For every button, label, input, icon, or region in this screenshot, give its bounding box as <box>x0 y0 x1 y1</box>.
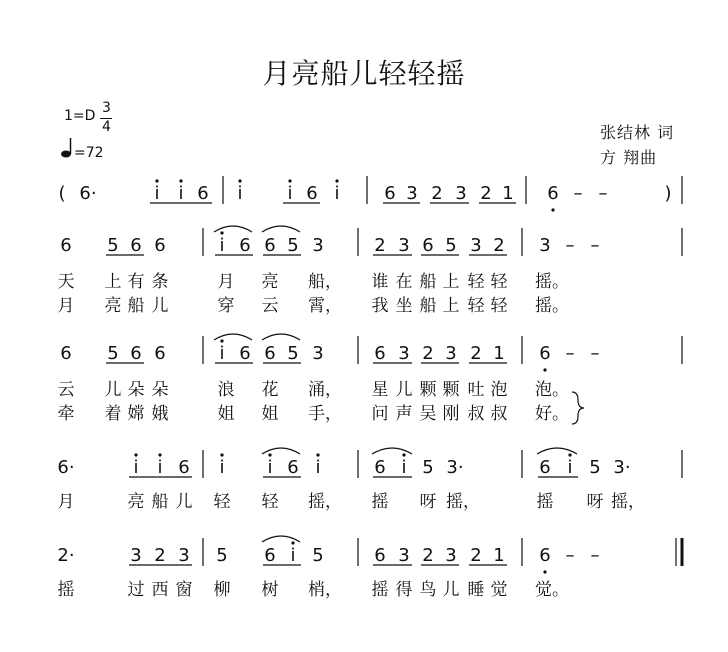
lyric-char: 摇， <box>308 492 342 512</box>
note: 3 <box>406 183 418 204</box>
lyric-char: 叔 <box>467 404 485 424</box>
note: 6 <box>239 343 251 364</box>
composer-credit: 方 翔曲 <box>600 148 658 167</box>
note: 6 <box>374 545 386 566</box>
note: 6· <box>57 457 75 478</box>
note: 6 <box>60 343 72 364</box>
lyricist-credit: 张结林 词 <box>600 123 675 142</box>
note: – <box>590 235 600 256</box>
note: i <box>219 235 225 256</box>
note: – <box>573 183 583 204</box>
lyric-char: 摇 <box>57 580 75 600</box>
lyric-char: 坐 <box>395 296 413 316</box>
note: – <box>565 545 575 566</box>
note: 6 <box>384 183 396 204</box>
lyric-char: 天 <box>57 272 75 292</box>
lyric-char: 过 <box>127 580 145 600</box>
lyric-char: 轻 <box>490 296 508 316</box>
note: 1 <box>493 343 505 364</box>
note: i <box>334 183 340 204</box>
note: 3 <box>130 545 142 566</box>
lyric-char: 吴 <box>419 404 437 424</box>
lyric-char: 姐 <box>217 404 235 424</box>
note: 6 <box>374 457 386 478</box>
lyric-char: 船 <box>419 296 437 316</box>
note: 2 <box>422 343 434 364</box>
note: i <box>401 457 407 478</box>
lyric-char: 船 <box>127 296 145 316</box>
tempo-marking: =72 <box>74 145 104 161</box>
note: 1 <box>502 183 514 204</box>
lyric-char: 云 <box>57 380 75 400</box>
note: i <box>219 343 225 364</box>
note: 6 <box>539 545 551 566</box>
lyric-char: 吐 <box>467 380 485 400</box>
lyric-char: 儿 <box>395 380 413 400</box>
lyric-char: 谁 <box>371 272 389 292</box>
lyric-char: 娥 <box>151 404 169 424</box>
lyric-char: 声 <box>395 404 413 424</box>
note: 5 <box>107 235 119 256</box>
note: 5 <box>445 235 457 256</box>
note: – <box>565 235 575 256</box>
note: – <box>590 343 600 364</box>
note: 5 <box>589 457 601 478</box>
lyric-char: 涌， <box>308 380 342 400</box>
note: 6 <box>130 343 142 364</box>
lyric-char: 花 <box>261 380 279 400</box>
lyric-char: 上 <box>442 272 460 292</box>
note: 6 <box>130 235 142 256</box>
note: 2 <box>154 545 166 566</box>
lyric-char: 摇。 <box>535 296 569 316</box>
note: ) <box>664 183 672 204</box>
note: 3 <box>398 343 410 364</box>
note: 6 <box>154 343 166 364</box>
lyric-char: 上 <box>104 272 122 292</box>
note: 2 <box>470 343 482 364</box>
lyric-char: 穿 <box>217 296 235 316</box>
note: i <box>567 457 573 478</box>
lyric-char: 霄， <box>308 296 342 316</box>
note: 3 <box>445 343 457 364</box>
lyric-char: 摇 <box>371 492 389 512</box>
note: i <box>219 457 225 478</box>
lyric-char: 亮 <box>127 492 145 512</box>
note: i <box>133 457 139 478</box>
note: ( <box>58 183 66 204</box>
note: 6 <box>539 343 551 364</box>
note: 3 <box>178 545 190 566</box>
note: i <box>178 183 184 204</box>
note: 6 <box>60 235 72 256</box>
note: i <box>315 457 321 478</box>
note: 3· <box>446 457 464 478</box>
lyric-char: 树 <box>261 580 279 600</box>
lyric-char: 朵 <box>151 380 169 400</box>
note: 2 <box>374 235 386 256</box>
lyric-char: 儿 <box>442 580 460 600</box>
note: 5 <box>312 545 324 566</box>
lyric-char: 泡。 <box>535 380 569 400</box>
note: 3 <box>455 183 467 204</box>
note: 6 <box>178 457 190 478</box>
note: – <box>598 183 608 204</box>
lyric-char: 摇， <box>611 492 645 512</box>
lyric-char: 有 <box>127 272 145 292</box>
note: i <box>287 183 293 204</box>
note: i <box>157 457 163 478</box>
note: 3 <box>312 235 324 256</box>
key-signature: 1=D <box>64 108 96 124</box>
lyric-char: 上 <box>442 296 460 316</box>
lyric-char: 亮 <box>261 272 279 292</box>
note: – <box>565 343 575 364</box>
lyric-char: 月 <box>57 492 75 512</box>
note: 6 <box>287 457 299 478</box>
lyric-char: 儿 <box>151 296 169 316</box>
lyric-char: 轻 <box>261 492 279 512</box>
lyric-char: 摇 <box>371 580 389 600</box>
note: 3 <box>539 235 551 256</box>
note: 6 <box>306 183 318 204</box>
lyric-char: 儿 <box>104 380 122 400</box>
lyric-char: 轻 <box>467 272 485 292</box>
lyric-char: 摇。 <box>535 272 569 292</box>
note: 6· <box>79 183 97 204</box>
note: 3 <box>398 545 410 566</box>
lyric-char: 梢， <box>308 580 342 600</box>
lyric-char: 得 <box>395 580 413 600</box>
lyric-char: 手， <box>308 404 342 424</box>
note: i <box>154 183 160 204</box>
note: i <box>267 457 273 478</box>
note: 2 <box>493 235 505 256</box>
lyric-char: 月 <box>217 272 235 292</box>
lyric-char: 觉 <box>490 580 508 600</box>
lyric-char: 我 <box>371 296 389 316</box>
note: – <box>590 545 600 566</box>
note: 3 <box>312 343 324 364</box>
note: i <box>290 545 296 566</box>
lyric-char: 刚 <box>442 404 460 424</box>
note: 2 <box>480 183 492 204</box>
lyric-char: 颗 <box>442 380 460 400</box>
lyric-char: 问 <box>371 404 389 424</box>
lyric-char: 姐 <box>261 404 279 424</box>
note: i <box>237 183 243 204</box>
lyric-char: 轻 <box>467 296 485 316</box>
lyric-char: 摇， <box>446 492 480 512</box>
lyric-char: 嫦 <box>127 404 145 424</box>
lyric-char: 船 <box>151 492 169 512</box>
lyric-char: 条 <box>151 272 169 292</box>
lyric-char: 摇 <box>536 492 554 512</box>
lyric-char: 轻 <box>213 492 231 512</box>
lyric-char: 柳 <box>213 580 231 600</box>
lyric-char: 船 <box>419 272 437 292</box>
note: 6 <box>264 545 276 566</box>
note: 6 <box>374 343 386 364</box>
note: 2 <box>470 545 482 566</box>
note: 3 <box>445 545 457 566</box>
song-title: 月亮船儿轻轻摇 <box>262 57 466 90</box>
lyric-char: 牵 <box>57 404 75 424</box>
lyric-char: 睡 <box>467 580 485 600</box>
lyric-char: 星 <box>371 380 389 400</box>
time-signature-bottom: 4 <box>102 119 111 135</box>
note: 5 <box>216 545 228 566</box>
lyric-char: 泡 <box>490 380 508 400</box>
lyric-char: 颗 <box>419 380 437 400</box>
note: 6 <box>422 235 434 256</box>
lyric-char: 儿 <box>175 492 193 512</box>
note: 2· <box>57 545 75 566</box>
note: 2 <box>422 545 434 566</box>
note: 6 <box>264 235 276 256</box>
note: 6 <box>239 235 251 256</box>
lyric-char: 云 <box>261 296 279 316</box>
note: 6 <box>539 457 551 478</box>
lyric-char: 窗 <box>175 580 193 600</box>
note: 6 <box>197 183 209 204</box>
note: 6 <box>547 183 559 204</box>
note: 5 <box>287 343 299 364</box>
note: 5 <box>287 235 299 256</box>
lyric-char: 船， <box>308 272 342 292</box>
lyric-char: 月 <box>57 296 75 316</box>
note: 1 <box>493 545 505 566</box>
lyric-char: 鸟 <box>419 580 437 600</box>
lyric-char: 亮 <box>104 296 122 316</box>
lyric-char: 西 <box>151 580 169 600</box>
lyric-char: 轻 <box>490 272 508 292</box>
lyric-char: 好。 <box>535 404 569 424</box>
lyric-char: 叔 <box>490 404 508 424</box>
note: 3 <box>398 235 410 256</box>
lyric-char: 呀 <box>419 492 437 512</box>
lyric-char: 觉。 <box>535 580 569 600</box>
note: 5 <box>422 457 434 478</box>
note: 5 <box>107 343 119 364</box>
note: 6 <box>154 235 166 256</box>
note: 2 <box>431 183 443 204</box>
lyric-char: 浪 <box>217 380 235 400</box>
lyric-char: 着 <box>104 404 122 424</box>
lyric-char: 在 <box>395 272 413 292</box>
lyric-char: 呀 <box>586 492 604 512</box>
note: 3· <box>613 457 631 478</box>
lyric-char: 朵 <box>127 380 145 400</box>
time-signature-top: 3 <box>102 100 111 116</box>
note: 3 <box>470 235 482 256</box>
note: 6 <box>264 343 276 364</box>
